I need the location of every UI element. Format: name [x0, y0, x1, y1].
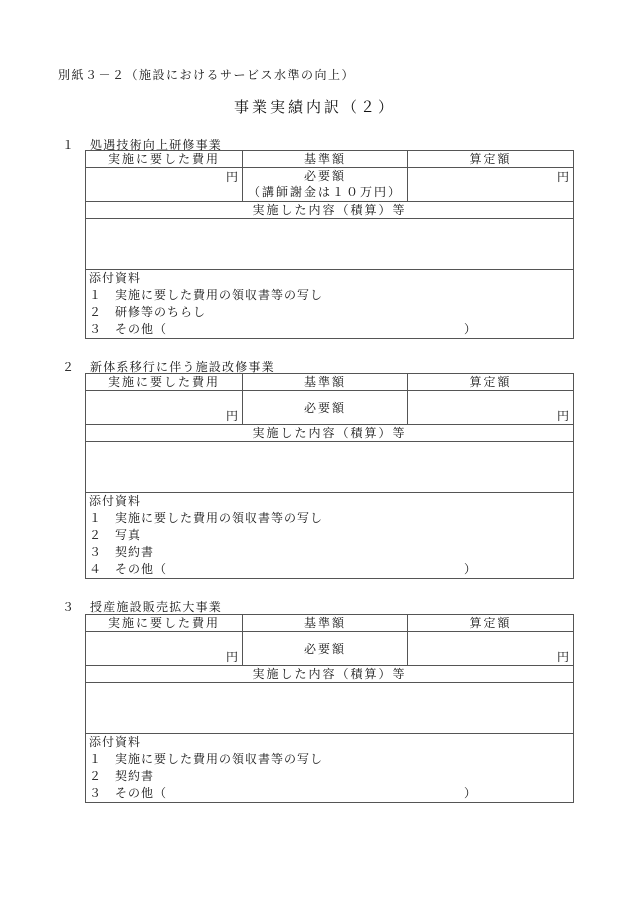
attachment-item-other: ３ その他（ ） — [89, 786, 478, 800]
attachments-cell — [86, 270, 574, 339]
yen-unit: 円 — [225, 170, 238, 184]
section-number: １ — [62, 138, 76, 152]
attachments-cell — [86, 493, 574, 579]
attachments-label: 添付資料 — [89, 494, 142, 508]
content-area[interactable] — [86, 683, 574, 734]
attachments-label: 添付資料 — [89, 735, 142, 749]
content-header: 実施した内容（積算）等 — [86, 425, 574, 442]
base-header: 基準額 — [243, 374, 408, 391]
cost-value-cell[interactable] — [86, 168, 243, 202]
required-amount-label: 必要額 — [303, 169, 346, 183]
attachment-item: ２ 研修等のちらし — [89, 305, 207, 319]
required-amount-label: 必要額 — [303, 401, 346, 415]
section-title: 授産施設販売拡大事業 — [90, 600, 223, 614]
base-value-cell — [243, 391, 408, 425]
section-number: ３ — [62, 600, 76, 614]
calc-header: 算定額 — [408, 374, 574, 391]
section-3-heading — [62, 598, 222, 615]
attachment-item: １ 実施に要した費用の領収書等の写し — [89, 511, 324, 525]
yen-unit: 円 — [556, 409, 569, 423]
content-header: 実施した内容（積算）等 — [86, 202, 574, 219]
calc-header: 算定額 — [408, 151, 574, 168]
attachment-item: ２ 契約書 — [89, 769, 155, 783]
base-header: 基準額 — [243, 615, 408, 632]
base-value-cell — [243, 168, 408, 202]
section-2-table — [85, 373, 574, 579]
cost-value-cell[interactable] — [86, 391, 243, 425]
section-title: 新体系移行に伴う施設改修事業 — [90, 360, 275, 374]
base-value-cell — [243, 632, 408, 666]
attachment-item-other: ３ その他（ ） — [89, 322, 478, 336]
yen-unit: 円 — [225, 409, 238, 423]
required-amount-label: 必要額 — [303, 642, 346, 656]
attachment-item-other: ４ その他（ ） — [89, 562, 478, 576]
calc-header: 算定額 — [408, 615, 574, 632]
attachment-item: １ 実施に要した費用の領収書等の写し — [89, 752, 324, 766]
attachment-item: ３ 契約書 — [89, 545, 155, 559]
yen-unit: 円 — [556, 170, 569, 184]
section-number: ２ — [62, 360, 76, 374]
calc-value-cell[interactable] — [408, 168, 574, 202]
content-area[interactable] — [86, 442, 574, 493]
attachment-item: １ 実施に要した費用の領収書等の写し — [89, 288, 324, 302]
cost-header: 実施に要した費用 — [86, 374, 243, 391]
section-3-table — [85, 614, 574, 803]
section-1-table — [85, 150, 574, 339]
yen-unit: 円 — [556, 650, 569, 664]
document-reference: 別紙３－２（施設におけるサービス水準の向上） — [58, 68, 356, 82]
cost-header: 実施に要した費用 — [86, 151, 243, 168]
attachment-item: ２ 写真 — [89, 528, 142, 542]
section-title: 処遇技術向上研修事業 — [90, 138, 223, 152]
cost-header: 実施に要した費用 — [86, 615, 243, 632]
attachments-cell — [86, 734, 574, 803]
base-header: 基準額 — [243, 151, 408, 168]
content-header: 実施した内容（積算）等 — [86, 666, 574, 683]
calc-value-cell[interactable] — [408, 391, 574, 425]
lecturer-fee-note: （講師謝金は１０万円） — [247, 185, 402, 199]
document-title: 事業実績内訳（２） — [233, 98, 396, 116]
yen-unit: 円 — [225, 650, 238, 664]
content-area[interactable] — [86, 219, 574, 270]
attachments-label: 添付資料 — [89, 271, 142, 285]
cost-value-cell[interactable] — [86, 632, 243, 666]
calc-value-cell[interactable] — [408, 632, 574, 666]
